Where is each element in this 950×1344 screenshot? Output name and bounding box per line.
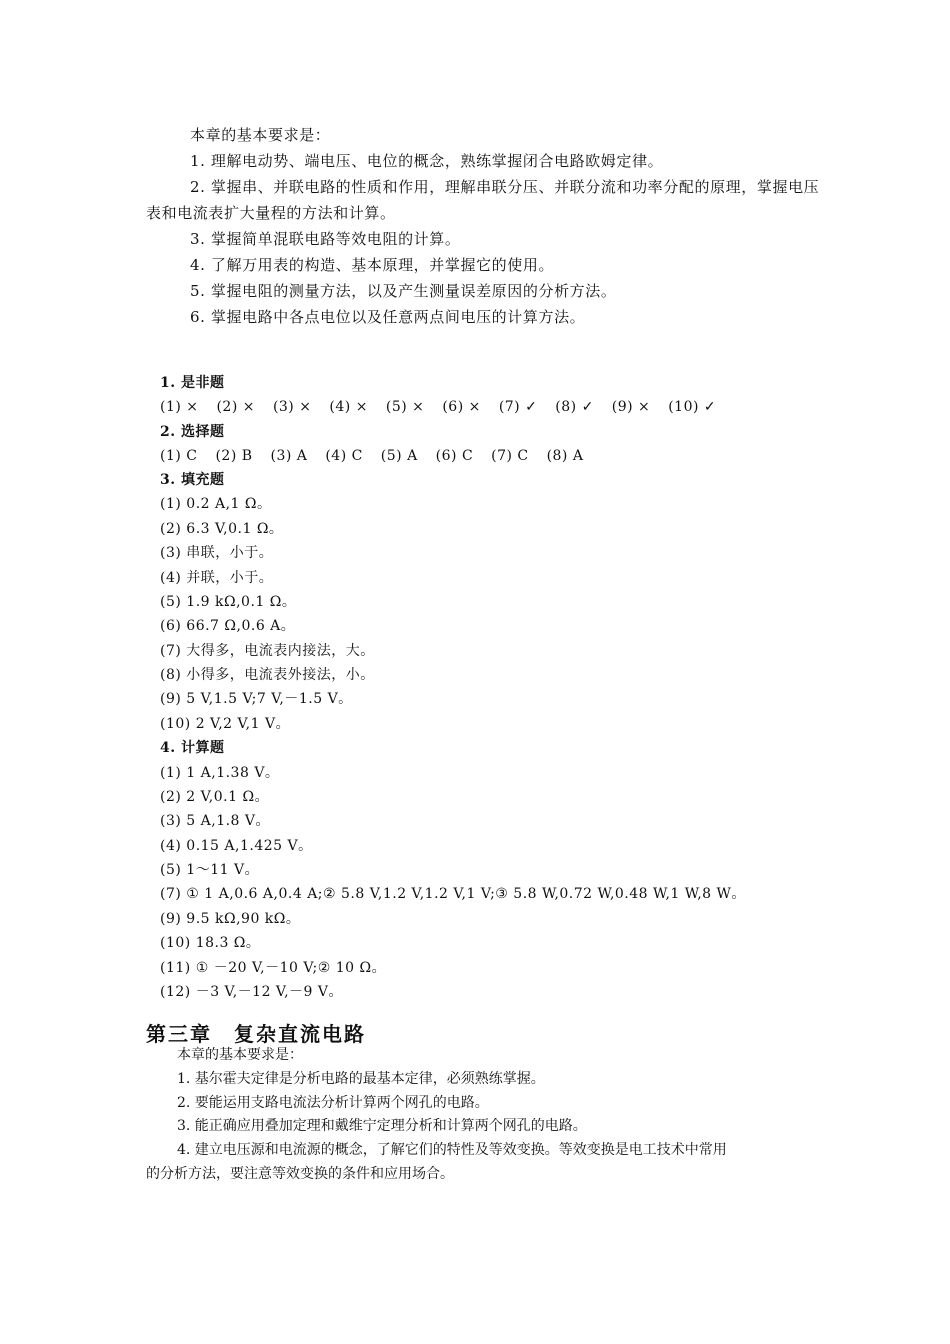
requirement-item: 3. 能正确应用叠加定理和戴维宁定理分析和计算两个网孔的电路。	[177, 1118, 587, 1134]
calc-answer: (1) 1 A,1.38 V。	[160, 765, 280, 781]
tf-answer: (9) ×	[611, 399, 651, 415]
tf-answer: (1) ×	[160, 399, 199, 415]
mc-answer: (2) B	[215, 448, 253, 464]
requirement-item: 4. 了解万用表的构造、基本原理，并掌握它的使用。	[190, 256, 555, 274]
tf-answer: (4) ×	[329, 399, 368, 415]
requirement-item-continued: 表和电流表扩大量程的方法和计算。	[146, 204, 396, 222]
fill-answer: (5) 1.9 kΩ,0.1 Ω。	[160, 594, 297, 610]
chapter-heading	[146, 1018, 366, 1047]
chapter-title: 复杂直流电路	[234, 1022, 366, 1046]
tf-answer: (6) ×	[442, 399, 481, 415]
fill-answer: (2) 6.3 V,0.1 Ω。	[160, 521, 284, 537]
fill-answer: (9) 5 V,1.5 V;7 V,－1.5 V。	[160, 691, 353, 707]
fill-answer: (1) 0.2 A,1 Ω。	[160, 496, 272, 512]
tf-answer: (10) ✓	[668, 399, 717, 415]
tf-section-title: 1. 是非题	[160, 375, 225, 391]
mc-answer: (4) C	[325, 448, 363, 464]
tf-answer: (8) ✓	[555, 399, 594, 415]
calc-answer: (9) 9.5 kΩ,90 kΩ。	[160, 911, 301, 927]
requirement-item: 5. 掌握电阻的测量方法，以及产生测量误差原因的分析方法。	[190, 282, 617, 300]
chapter-number: 第三章	[146, 1022, 212, 1046]
calc-answer: (7) ① 1 A,0.6 A,0.4 A;② 5.8 V,1.2 V,1.2 V,1 V;③ 5.8 W,0.72 W,0.48 W,1 W,8 W。	[160, 886, 746, 902]
calc-answer: (2) 2 V,0.1 Ω。	[160, 789, 270, 805]
tf-answer: (2) ×	[216, 399, 255, 415]
calc-answer: (12) －3 V,－12 V,－9 V。	[160, 984, 344, 1000]
requirement-item-continued: 的分析方法，要注意等效变换的条件和应用场合。	[146, 1166, 454, 1182]
requirement-item: 1. 理解电动势、端电压、电位的概念，熟练掌握闭合电路欧姆定律。	[190, 152, 664, 170]
tf-answers-row	[160, 398, 729, 416]
fill-answer: (7) 大得多，电流表内接法，大。	[160, 643, 375, 659]
calc-section-title: 4. 计算题	[160, 740, 225, 756]
tf-answer: (7) ✓	[498, 399, 538, 415]
mc-section-title: 2. 选择题	[160, 424, 225, 440]
requirement-item: 2. 要能运用支路电流法分析计算两个网孔的电路。	[177, 1095, 489, 1111]
calc-answer: (5) 1～11 V。	[160, 862, 260, 878]
mc-answers-row	[160, 447, 596, 465]
requirements-title: 本章的基本要求是：	[177, 1047, 303, 1063]
requirements-title: 本章的基本要求是：	[190, 126, 331, 144]
fill-section-title: 3. 填充题	[160, 472, 225, 488]
mc-answer: (7) C	[491, 448, 529, 464]
fill-answer: (10) 2 V,2 V,1 V。	[160, 716, 291, 732]
fill-answer: (6) 66.7 Ω,0.6 A。	[160, 618, 296, 634]
tf-answer: (3) ×	[272, 399, 312, 415]
mc-answer: (6) C	[435, 448, 474, 464]
requirement-item: 2. 掌握串、并联电路的性质和作用，理解串联分压、并联分流和功率分配的原理，掌握电压	[190, 178, 820, 196]
requirement-item: 4. 建立电压源和电流源的概念，了解它们的特性及等效变换。等效变换是电工技术中常用	[177, 1142, 727, 1158]
tf-answer: (5) ×	[385, 399, 425, 415]
fill-answer: (4) 并联，小于。	[160, 570, 274, 586]
calc-answer: (10) 18.3 Ω。	[160, 935, 261, 951]
mc-answer: (3) A	[270, 448, 308, 464]
requirement-item: 3. 掌握简单混联电路等效电阻的计算。	[190, 230, 461, 248]
mc-answer: (8) A	[546, 448, 584, 464]
calc-answer: (3) 5 A,1.8 V。	[160, 813, 271, 829]
fill-answer: (3) 串联，小于。	[160, 545, 274, 561]
fill-answer: (8) 小得多，电流表外接法，小。	[160, 667, 375, 683]
mc-answer: (1) C	[160, 448, 198, 464]
requirement-item: 1. 基尔霍夫定律是分析电路的最基本定律，必须熟练掌握。	[177, 1071, 545, 1087]
requirement-item: 6. 掌握电路中各点电位以及任意两点间电压的计算方法。	[190, 308, 586, 326]
calc-answer: (11) ① －20 V,－10 V;② 10 Ω。	[160, 960, 387, 976]
calc-answer: (4) 0.15 A,1.425 V。	[160, 838, 313, 854]
mc-answer: (5) A	[380, 448, 418, 464]
